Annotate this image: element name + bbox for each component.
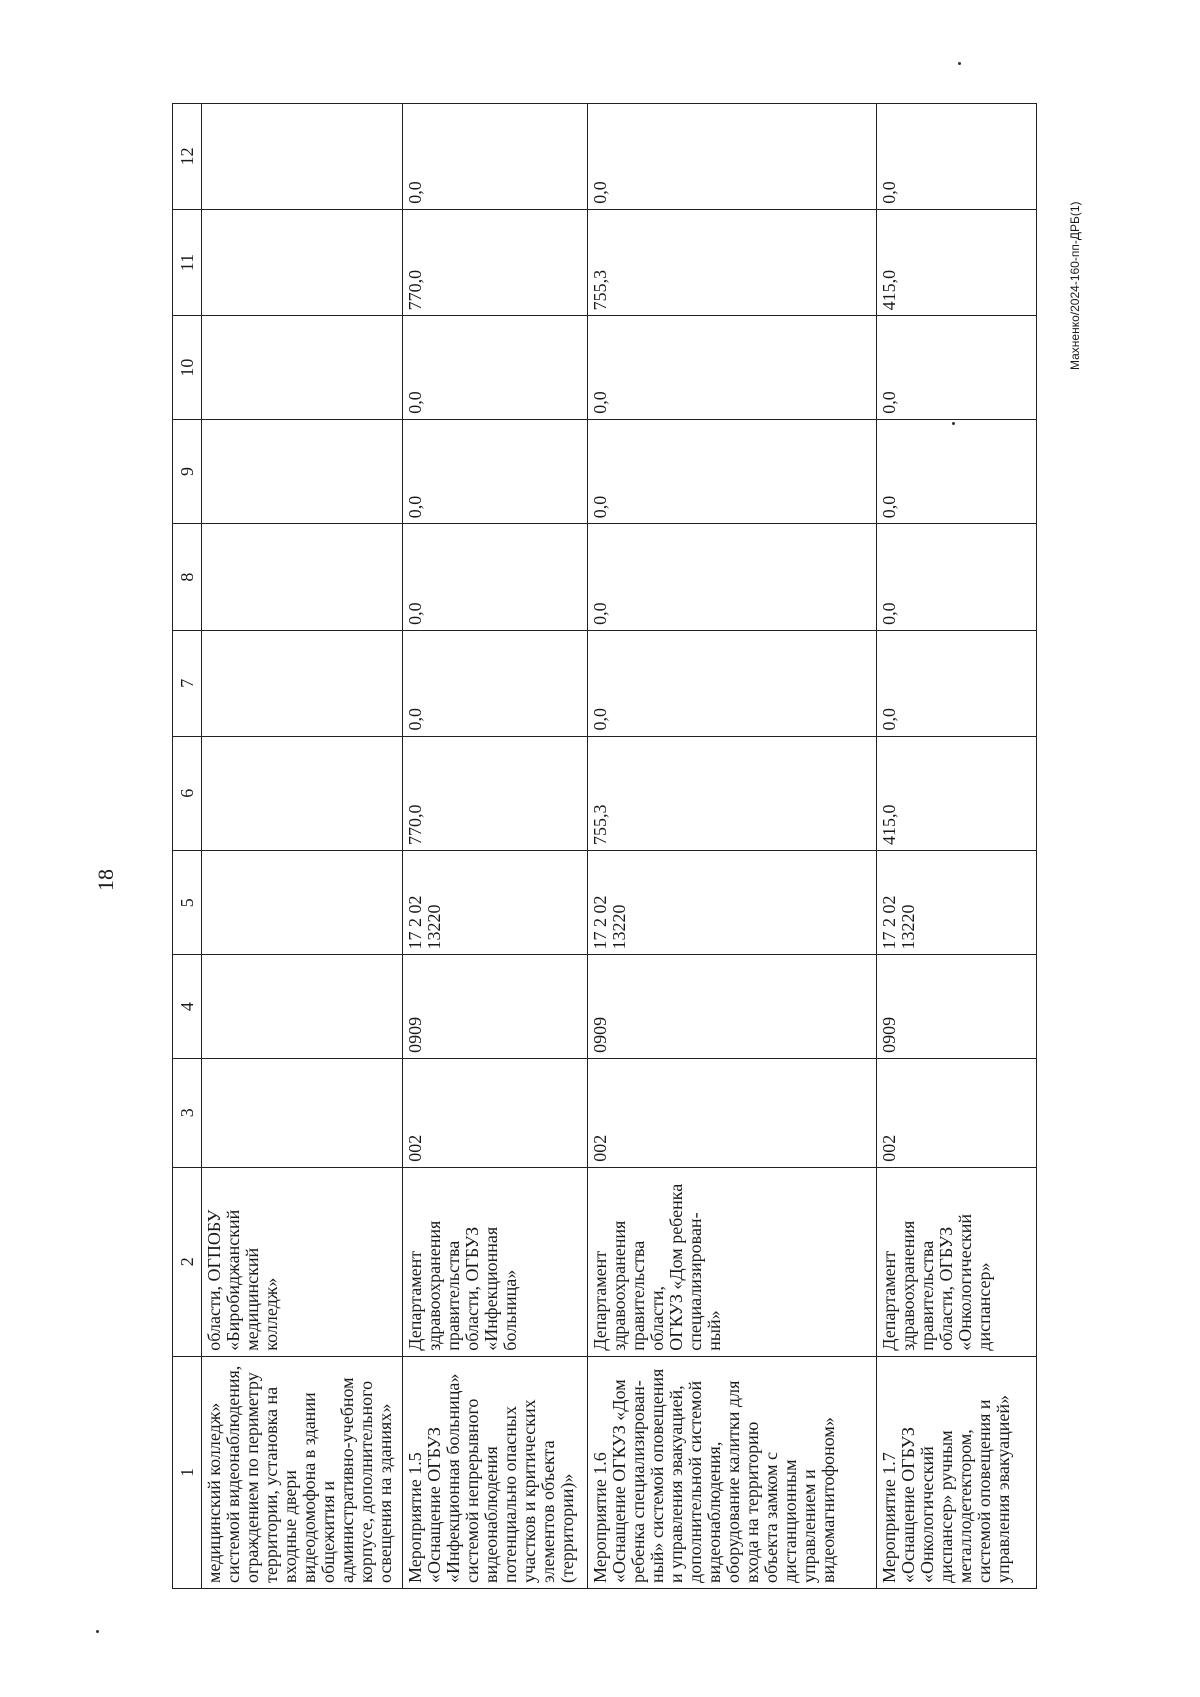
table-cell: 755,3	[588, 209, 877, 316]
column-header: 3	[173, 1058, 202, 1167]
table-cell: 0,0	[403, 104, 588, 210]
measure-description: медицинский колледж» системой видеонаблюдения, ограждением по периметру территории, установка на входные двери видеодомофона в здании общежития и административно-учебном корпусе, дополнительного освещения на зданиях»	[202, 1356, 403, 1588]
table-cell: 0,0	[877, 316, 1037, 419]
table-cell: 0,0	[877, 419, 1037, 523]
table-cell	[202, 630, 403, 736]
table-cell	[202, 419, 403, 523]
table-cell: 0,0	[877, 104, 1037, 210]
responsible-executor: области, ОГПОБУ «Биробиджанский медицинский колледж»	[202, 1167, 403, 1356]
column-header: 11	[173, 209, 202, 316]
table-cell: 0,0	[403, 524, 588, 631]
table-row	[877, 104, 1037, 1589]
column-header: 8	[173, 524, 202, 631]
responsible-executor: Департамент здравоохранения правительства области, ОГБУЗ «Онкологический диспансер»	[877, 1167, 1037, 1356]
table-cell: 770,0	[403, 209, 588, 316]
table-cell: 0,0	[588, 419, 877, 523]
table-cell: 0,0	[877, 630, 1037, 736]
footer	[1065, 140, 1085, 370]
table-cell	[202, 524, 403, 631]
table-cell: 002	[877, 1058, 1037, 1167]
budget-table	[172, 103, 1037, 1589]
table-row	[202, 104, 403, 1589]
table-cell	[202, 736, 403, 850]
document-code: Махненко/2024-160-пп-ДРБ(1)	[1068, 201, 1082, 370]
rotated-table-container	[172, 103, 1037, 1589]
measure-description: Мероприятие 1.6 «Оснащение ОГКУЗ «Дом ребенка специализирован- ный» системой оповещения и управления эвакуацией, дополнительной системой видеонаблюдения, оборудование калитки для входа на территорию объекта замком с дистанционным управлением и видеомагнитофоном»	[588, 1356, 877, 1588]
table-cell: 0,0	[403, 316, 588, 419]
column-header: 9	[173, 419, 202, 523]
table-cell: 0909	[588, 955, 877, 1058]
table-cell: 17 2 02 13220	[877, 851, 1037, 955]
scan-speck	[952, 422, 955, 425]
column-header: 5	[173, 851, 202, 955]
column-header: 1	[173, 1356, 202, 1588]
table-cell: 770,0	[403, 736, 588, 850]
table-header-row	[173, 104, 202, 1589]
table-cell: 002	[588, 1058, 877, 1167]
table-cell: 0,0	[588, 104, 877, 210]
responsible-executor: Департамент здравоохранения правительства области, ОГБУЗ «Инфекционная больница»	[403, 1167, 588, 1356]
measure-description: Мероприятие 1.7 «Оснащение ОГБУЗ «Онкологический диспансер» ручным металлодетектором, системой оповещения и управления эвакуацией»	[877, 1356, 1037, 1588]
table-cell: 002	[403, 1058, 588, 1167]
table-cell: 17 2 02 13220	[588, 851, 877, 955]
page-number: 18	[93, 869, 118, 891]
table-cell: 415,0	[877, 209, 1037, 316]
table-cell: 0,0	[588, 630, 877, 736]
scan-speck	[958, 62, 961, 65]
table-cell	[202, 851, 403, 955]
table-row	[403, 104, 588, 1589]
column-header: 6	[173, 736, 202, 850]
column-header: 10	[173, 316, 202, 419]
table-cell: 415,0	[877, 736, 1037, 850]
column-header: 4	[173, 955, 202, 1058]
table-cell	[202, 955, 403, 1058]
table-cell	[202, 209, 403, 316]
table-cell: 0909	[877, 955, 1037, 1058]
table-cell	[202, 316, 403, 419]
table-cell	[202, 104, 403, 210]
table-cell: 0,0	[588, 316, 877, 419]
responsible-executor: Департамент здравоохранения правительства области, ОГКУЗ «Дом ребенка специализирован- ный»	[588, 1167, 877, 1356]
column-header: 7	[173, 630, 202, 736]
table-cell: 0,0	[877, 524, 1037, 631]
table-cell: 0,0	[588, 524, 877, 631]
table-cell: 0909	[403, 955, 588, 1058]
scan-speck	[96, 1630, 99, 1633]
column-header: 12	[173, 104, 202, 210]
table-cell: 0,0	[403, 630, 588, 736]
table-cell: 17 2 02 13220	[403, 851, 588, 955]
table-cell: 755,3	[588, 736, 877, 850]
table-cell: 0,0	[403, 419, 588, 523]
table-cell	[202, 1058, 403, 1167]
column-header: 2	[173, 1167, 202, 1356]
table-row	[588, 104, 877, 1589]
measure-description: Мероприятие 1.5 «Оснащение ОГБУЗ «Инфекционная больница» системой непрерывного видеонаблюдения потенциально опасных участков и критических элементов объекта (территории)»	[403, 1356, 588, 1588]
